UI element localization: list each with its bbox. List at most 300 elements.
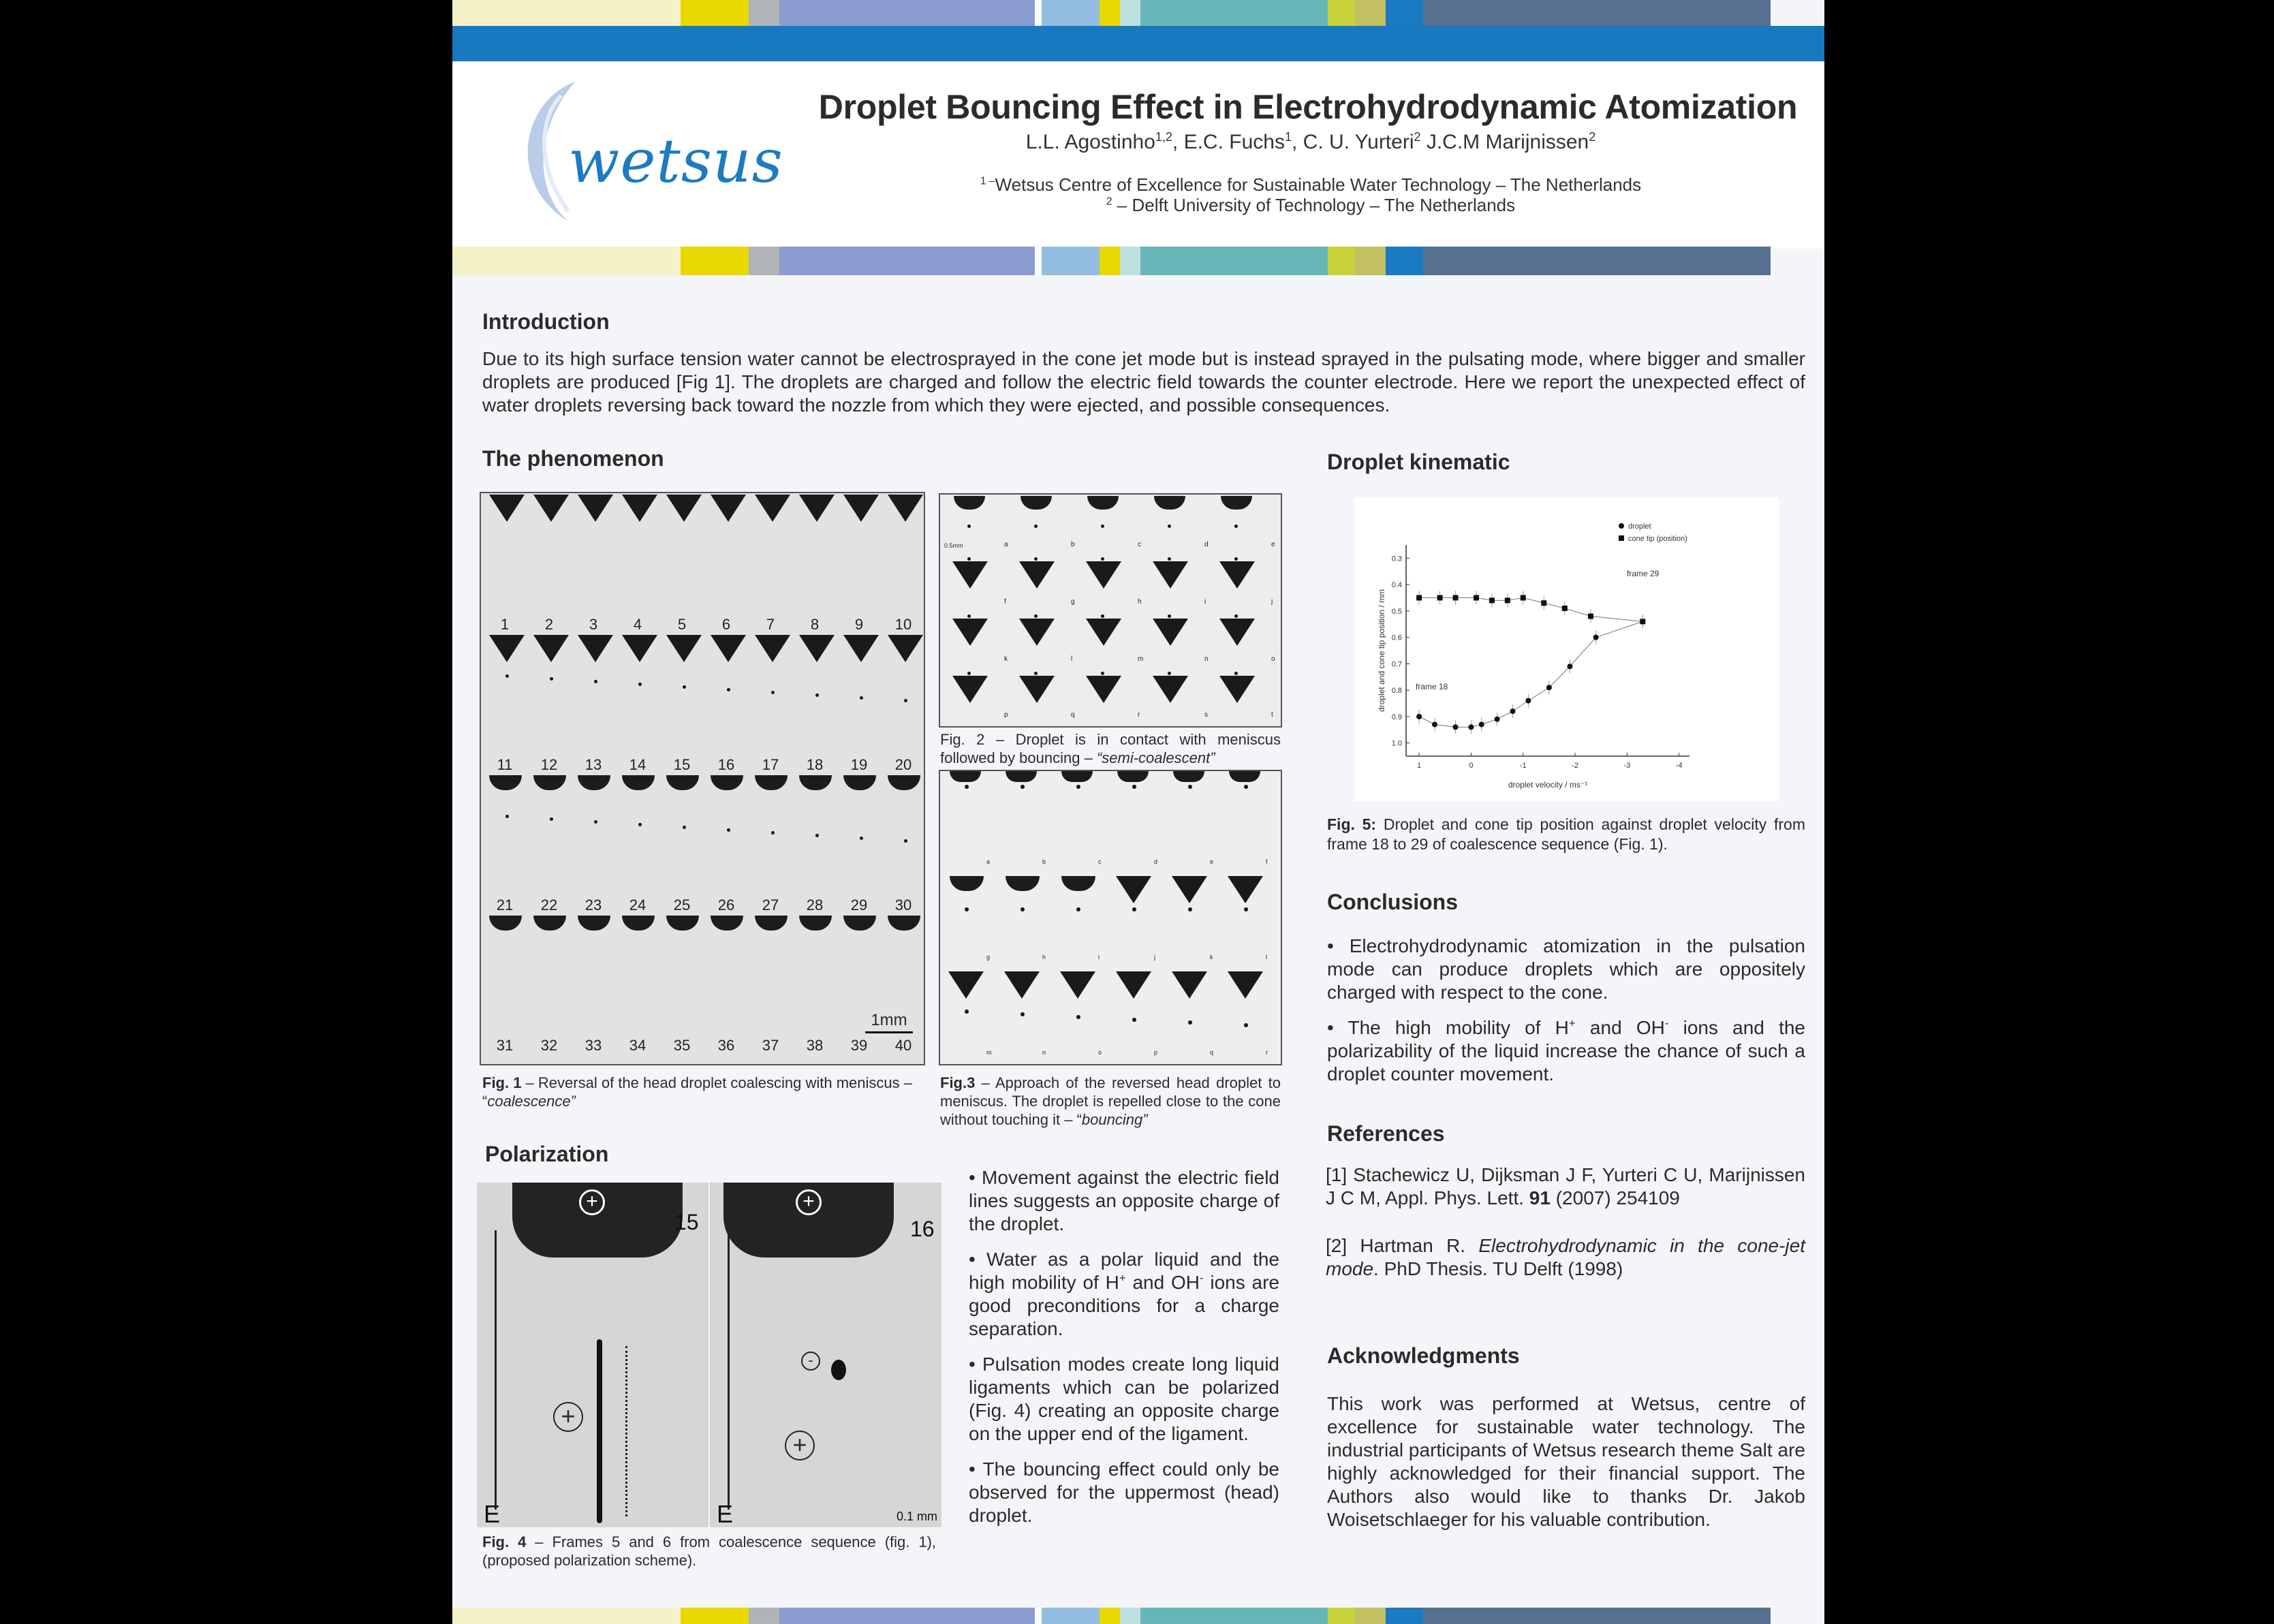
fig1-cone	[489, 635, 525, 662]
fig2-cone	[1019, 619, 1055, 646]
fig4-field-arrow	[495, 1230, 497, 1510]
stripe-segment	[1042, 1608, 1100, 1624]
fig1-cone	[711, 775, 743, 790]
fig1-cone	[622, 495, 657, 522]
stripe-segment	[1328, 1608, 1355, 1624]
bullet-item: • Water as a polar liquid and the high mobility of H+ and OH- ions are good preconditions for a charge separation.	[969, 1249, 1279, 1339]
fig1-droplet	[815, 834, 819, 837]
stripe-segment	[1120, 247, 1140, 275]
stripe-segment	[452, 0, 681, 26]
fig1-frame-number: 38	[806, 1037, 824, 1054]
stripe-segment	[1120, 1608, 1140, 1624]
fig3-cone	[1172, 876, 1207, 903]
fig1-cone	[711, 495, 746, 522]
legend-marker-cone-tip	[1619, 535, 1624, 541]
fig2-droplet	[1101, 614, 1104, 618]
fig3-droplet	[1132, 907, 1136, 911]
fig2-droplet	[1168, 614, 1171, 618]
stripe-segment	[1140, 0, 1328, 26]
header-blue-bar	[452, 26, 1824, 61]
fig1-droplet	[594, 680, 597, 683]
fig4-minus-circle: -	[801, 1352, 820, 1371]
bullet-item: • The high mobility of H+ and OH- ions and the polarizability of the liquid increase the chance of such a droplet counter movement.	[1327, 1016, 1806, 1084]
annotation-frame-18: frame 18	[1416, 682, 1448, 691]
fig3-droplet	[1021, 907, 1025, 911]
fig1-frame-number: 25	[673, 896, 691, 914]
fig1-droplet	[904, 699, 907, 702]
stripe-segment	[1100, 247, 1120, 275]
fig3-cone	[1004, 971, 1040, 999]
stripe-segment	[1355, 1608, 1386, 1624]
data-point-droplet	[1432, 722, 1437, 728]
fig1-cone	[578, 495, 613, 522]
fig1-frame-number: 14	[629, 756, 647, 773]
stripe-segment	[1140, 1608, 1328, 1624]
fig1-cone	[755, 916, 788, 931]
fig1-droplet	[505, 674, 509, 678]
fig2-cone	[952, 561, 988, 589]
fig3-frame-letter: c	[1098, 858, 1102, 865]
fig2-frame-letter: p	[1004, 711, 1008, 719]
bullet-item: • The bouncing effect could only be observed for the uppermost (head) droplet.	[969, 1458, 1279, 1526]
fig4-caption: Fig. 4 – Frames 5 and 6 from coalescence sequence (fig. 1), (proposed polarization scheme).	[482, 1533, 937, 1569]
fig3-cone	[1173, 771, 1204, 782]
y-tick-label: 1.0	[1391, 739, 1402, 748]
fig3-frame-letter: r	[1266, 1049, 1268, 1056]
fig1-cone	[711, 635, 746, 662]
fig1-frame-number: 15	[673, 756, 691, 773]
fig3-droplet	[1244, 907, 1248, 911]
fig4-electrode-label: E	[717, 1500, 734, 1527]
fig2-droplet	[1234, 525, 1238, 528]
stripe-segment	[1386, 247, 1423, 275]
fig2-scale-label: 0.5mm	[944, 542, 963, 549]
bullet-item: • Pulsation modes create long liquid ligaments which can be polarized (Fig. 4) creating an opposite charge on the upper end of the ligament.	[969, 1354, 1279, 1444]
conclusions-heading: Conclusions	[1327, 890, 1459, 914]
stripe-segment	[779, 0, 1035, 26]
fig2-cone	[1086, 676, 1121, 703]
data-point-droplet	[1546, 685, 1552, 690]
y-tick-label: 0.7	[1391, 660, 1402, 669]
data-point-cone-tip	[1562, 606, 1568, 611]
fig3-cone	[1172, 971, 1207, 999]
fig1-cone	[533, 635, 569, 662]
fig1-droplet	[594, 820, 597, 824]
fig1-frame-number: 4	[633, 616, 642, 633]
data-point-cone-tip	[1453, 595, 1459, 601]
fig1-frame-number: 5	[677, 616, 687, 633]
fig4-frame-label: 16	[910, 1217, 935, 1241]
fig2-droplet	[1168, 672, 1171, 675]
fig3-cone	[1116, 876, 1151, 903]
fig3-frame-letter: b	[1042, 858, 1046, 865]
fig2-frame-letter: q	[1071, 711, 1075, 719]
kinematic-heading: Droplet kinematic	[1327, 450, 1510, 474]
fig2-cone	[1219, 619, 1255, 646]
fig5-caption: Fig. 5: Droplet and cone tip position against droplet velocity from frame 18 to 29 of coalescence sequence (Fig. 1).	[1327, 815, 1805, 853]
fig3-droplet	[965, 1010, 969, 1014]
fig1-frame-number: 2	[544, 616, 554, 633]
fig2-droplet	[1101, 525, 1104, 528]
fig2-droplet	[1234, 557, 1238, 561]
fig2-droplet	[967, 557, 971, 561]
fig2-cone	[1019, 561, 1055, 589]
fig1-cone	[888, 495, 923, 522]
data-point-droplet	[1495, 717, 1500, 722]
fig3-frame-letter: q	[1210, 1049, 1214, 1056]
fig2-frame-letter: f	[1004, 598, 1006, 606]
fig3-droplet	[1244, 1023, 1248, 1027]
color-stripe-top	[452, 0, 1824, 26]
fig2-droplet	[1168, 525, 1171, 528]
y-tick-label: 0.4	[1391, 581, 1402, 590]
stripe-segment	[1328, 247, 1355, 275]
wetsus-logo-text: wetsus	[568, 126, 783, 196]
x-tick-label: 1	[1417, 762, 1422, 770]
fig2-droplet	[1101, 672, 1104, 675]
fig1-frame-number: 29	[850, 896, 868, 914]
fig1-cone	[578, 775, 610, 790]
data-point-droplet	[1468, 724, 1474, 730]
fig3-droplet	[1076, 785, 1080, 789]
data-point-cone-tip	[1437, 595, 1443, 601]
fig1-cone	[755, 635, 790, 662]
fig1-cone	[888, 635, 923, 662]
polarization-heading: Polarization	[485, 1142, 609, 1166]
annotation-frame-29: frame 29	[1627, 569, 1660, 578]
fig2-cone	[952, 619, 988, 646]
fig2-frame-letter: s	[1204, 711, 1208, 719]
fig5-chart-panel	[1354, 497, 1779, 801]
fig2-droplet	[1101, 557, 1104, 561]
fig1-droplet	[904, 839, 907, 843]
fig1-cone	[533, 775, 566, 790]
series-line-0	[1419, 621, 1642, 727]
fig2-frame-letter: b	[1071, 541, 1075, 548]
stripe-segment	[1423, 1608, 1771, 1624]
fig2-cone	[1221, 496, 1252, 510]
fig2-frame-letter: h	[1138, 598, 1142, 606]
stripe-segment	[1035, 1608, 1042, 1624]
x-tick-label: -2	[1572, 762, 1578, 770]
fig2-frame-letter: a	[1004, 541, 1008, 548]
fig3-droplet	[1188, 785, 1192, 789]
conclusions-bullets	[1327, 935, 1805, 1098]
fig1-frame-number: 24	[629, 896, 647, 914]
fig2-cone	[952, 676, 988, 703]
fig4-scale-label: 0.1 mm	[897, 1510, 938, 1523]
fig1-cone	[843, 916, 876, 931]
data-point-cone-tip	[1588, 614, 1593, 619]
fig3-frame-letter: d	[1154, 858, 1158, 865]
fig2-cone	[1086, 619, 1121, 646]
stripe-segment	[681, 247, 749, 275]
data-point-droplet	[1510, 708, 1515, 714]
fig1-frame-number: 17	[762, 756, 779, 773]
reference-item: [1] Stachewicz U, Dijksman J F, Yurteri C U, Marijnissen J C M, Appl. Phys. Lett. 91 (2007) 254109	[1326, 1164, 1805, 1208]
fig4-frame-label: 15	[674, 1210, 699, 1234]
legend-marker-droplet	[1619, 523, 1624, 529]
fig3-cone	[1228, 876, 1263, 903]
fig2-cone	[1019, 676, 1055, 703]
data-point-cone-tip	[1505, 597, 1510, 603]
affiliation-1: $^{1 -}$Wetsus Centre of Excellence for Sustainable Water Technology – The Netherlands	[980, 174, 1642, 195]
data-point-cone-tip	[1541, 600, 1546, 606]
fig1-cone	[843, 495, 879, 522]
fig1-droplet	[550, 677, 553, 681]
fig1-droplet	[683, 826, 686, 829]
stripe-segment	[749, 1608, 779, 1624]
fig3-droplet	[1132, 1018, 1136, 1022]
fig1-cone	[888, 916, 920, 931]
fig1-cone	[843, 635, 879, 662]
reference-item: [2] Hartman R. Electrohydrodynamic in the cone-jet mode. PhD Thesis. TU Delft (1998)	[1326, 1235, 1805, 1279]
introduction-heading: Introduction	[482, 309, 610, 334]
y-tick-label: 0.5	[1391, 607, 1402, 616]
fig1-frame-number: 21	[496, 896, 514, 914]
fig3-cone	[1061, 876, 1095, 891]
fig3-frame-letter: l	[1266, 954, 1267, 961]
fig3-frame-letter: h	[1042, 954, 1046, 961]
fig2-cone	[1087, 496, 1119, 510]
fig4-plus-circle: +	[579, 1189, 605, 1215]
poster-title: Droplet Bouncing Effect in Electrohydrodynamic Atomization	[818, 88, 1798, 126]
fig2-cone	[1219, 561, 1255, 589]
fig1-cone	[666, 495, 702, 522]
stripe-segment	[1100, 1608, 1120, 1624]
fig3-caption: Fig.3 – Approach of the reversed head droplet to meniscus. The droplet is repelled close to the cone without touching it – “bouncing”	[940, 1074, 1281, 1128]
fig2-caption: Fig. 2 – Droplet is in contact with meniscus followed by bouncing – “semi-coalescent”	[940, 731, 1281, 766]
fig3-droplet	[1188, 907, 1192, 911]
fig1-frame-number: 30	[894, 896, 912, 914]
fig1-frame-number: 32	[540, 1037, 558, 1054]
fig4-frame-16	[710, 1183, 941, 1527]
x-tick-label: 0	[1469, 762, 1474, 770]
fig4-plus-circle: +	[796, 1189, 822, 1215]
y-tick-label: 0.6	[1391, 634, 1402, 642]
stripe-segment	[1100, 0, 1120, 26]
fig3-cone	[948, 971, 984, 999]
fig4-electrode-label: E	[484, 1500, 501, 1527]
fig1-frame-number: 37	[762, 1037, 779, 1054]
bullet-item: • Electrohydrodynamic atomization in the pulsation mode can produce droplets which are oppositely charged with respect to the cone.	[1327, 935, 1805, 1003]
fig1-cone	[622, 635, 657, 662]
data-point-droplet	[1453, 724, 1459, 730]
data-point-cone-tip	[1416, 595, 1422, 601]
fig3-cone	[1229, 771, 1260, 782]
fig1-frame-number: 20	[894, 756, 912, 773]
fig3-cone	[1060, 971, 1095, 999]
data-point-cone-tip	[1489, 597, 1495, 603]
fig1-frame-number: 26	[717, 896, 735, 914]
fig3-frame-letter: n	[1042, 1049, 1046, 1056]
fig1-droplet	[727, 828, 730, 832]
fig2-cone	[1154, 496, 1185, 510]
fig3-frame-letter: i	[1098, 954, 1100, 961]
introduction-text: Due to its high surface tension water cannot be electrosprayed in the cone jet mode but is instead sprayed in the pulsating mode, where bigger and smaller droplets are produced [Fig 1]. The droplets are charged and follow the electric field towards the counter electrode. Here we report the unexpected effect of water droplets reversing back toward the nozzle from which they were ejected, and possible consequences.	[482, 348, 1805, 416]
acknowledgments-heading: Acknowledgments	[1327, 1343, 1520, 1368]
fig2-droplet	[967, 614, 971, 618]
fig1-cone	[533, 916, 566, 931]
stripe-segment	[1423, 247, 1771, 275]
fig2-frame-letter: o	[1271, 655, 1275, 663]
references-heading: References	[1327, 1121, 1445, 1146]
fig1-scale-bar: 1mm	[865, 1011, 913, 1033]
fig1-droplet	[550, 817, 553, 821]
bullet-item: • Movement against the electric field lines suggests an opposite charge of the droplet.	[969, 1167, 1279, 1234]
data-point-cone-tip	[1474, 595, 1479, 601]
fig1-cone	[666, 635, 702, 662]
fig1-frame-number: 31	[496, 1037, 514, 1054]
data-point-cone-tip	[1640, 619, 1645, 624]
fig1-frame-number: 23	[585, 896, 602, 914]
fig1-frame-number: 33	[585, 1037, 602, 1054]
series-line-1	[1419, 598, 1642, 622]
fig3-droplet	[965, 785, 969, 789]
fig3-frame-letter: m	[986, 1049, 992, 1056]
fig3-cone	[1117, 771, 1149, 782]
fig1-cone	[799, 916, 832, 931]
x-tick-label: -4	[1675, 762, 1683, 770]
data-point-droplet	[1525, 698, 1531, 704]
authors: L.L. Agostinho$^{1,2}$, E.C. Fuchs$^1$, C. U. Yurteri$^2$ J.C.M Marijnissen$^2$	[1025, 130, 1596, 153]
data-point-cone-tip	[1521, 595, 1526, 601]
fig2-cone	[954, 496, 985, 510]
data-point-droplet	[1593, 635, 1599, 640]
fig3-droplet	[1021, 1012, 1025, 1016]
fig2-droplet	[967, 525, 971, 528]
fig2-frame-letter: j	[1271, 598, 1273, 606]
fig1-droplet	[505, 815, 509, 818]
data-point-droplet	[1567, 663, 1572, 669]
fig3-frame-letter: a	[986, 858, 991, 865]
fig1-frame-number: 39	[850, 1037, 868, 1054]
fig3-frame-letter: f	[1266, 858, 1268, 865]
fig1-cone	[533, 495, 569, 522]
x-axis-label: droplet velocity / ms⁻¹	[1508, 780, 1588, 790]
fig2-frame-letter: e	[1271, 541, 1275, 548]
fig1-cone	[755, 495, 790, 522]
fig2-cone	[1153, 619, 1188, 646]
fig4-frame-15	[477, 1183, 708, 1527]
fig1-frame-number: 3	[589, 616, 598, 633]
stripe-segment	[1355, 247, 1386, 275]
fig2-frame-letter: k	[1004, 655, 1008, 663]
fig1-cone	[578, 916, 610, 931]
fig1-droplet	[815, 693, 819, 697]
fig1-frame-number: 22	[540, 896, 558, 914]
phenomenon-heading: The phenomenon	[482, 446, 664, 471]
fig2-cone	[1021, 496, 1052, 510]
fig1-droplet	[638, 683, 642, 686]
fig1-cone	[622, 916, 655, 931]
fig3-droplet	[1132, 785, 1136, 789]
fig1-cone	[666, 775, 699, 790]
fig3-droplet	[1188, 1020, 1192, 1025]
stripe-segment	[1120, 0, 1140, 26]
fig2-cone	[1086, 561, 1121, 589]
fig3-cone	[1116, 971, 1151, 999]
fig3-cone	[1006, 771, 1037, 782]
fig3-cone	[1228, 971, 1263, 999]
fig2-frame-letter: t	[1271, 711, 1273, 719]
stripe-segment	[452, 247, 681, 275]
fig1-cone	[489, 916, 522, 931]
fig1-frame-number: 7	[766, 616, 775, 633]
fig3-cone	[950, 771, 981, 782]
fig1-droplet	[860, 696, 863, 700]
stripe-segment	[1035, 0, 1042, 26]
fig2-droplet	[1034, 614, 1038, 618]
fig1-cone	[799, 635, 835, 662]
stripe-segment	[779, 1608, 1035, 1624]
fig3-droplet	[1076, 1015, 1080, 1019]
fig1-cone	[578, 635, 613, 662]
fig1-caption: Fig. 1 – Reversal of the head droplet coalescing with meniscus – “coalescence”	[482, 1074, 912, 1110]
fig2-frame-letter: m	[1138, 655, 1144, 663]
fig2-cone	[1219, 676, 1255, 703]
stripe-segment	[452, 1608, 681, 1624]
fig1-frame-number: 11	[497, 756, 513, 773]
fig2-image-sequence	[939, 493, 1282, 728]
fig2-droplet	[1034, 525, 1038, 528]
y-axis-label: droplet and cone tip position / mm	[1377, 589, 1386, 713]
fig3-droplet	[965, 907, 969, 911]
fig1-cone	[843, 775, 876, 790]
stripe-segment	[1035, 247, 1042, 275]
fig1-cone	[489, 775, 522, 790]
fig3-frame-letter: e	[1210, 858, 1214, 865]
fig1-frame-number: 28	[806, 896, 824, 914]
legend-label-cone-tip: cone tip (position)	[1628, 535, 1687, 543]
fig2-droplet	[1168, 557, 1171, 561]
fig1-frame-number: 16	[717, 756, 735, 773]
fig3-frame-letter: j	[1154, 954, 1155, 961]
stripe-segment	[779, 247, 1035, 275]
fig1-cone	[799, 495, 835, 522]
stripe-segment	[1140, 247, 1328, 275]
stripe-segment	[749, 0, 779, 26]
y-tick-label: 0.8	[1391, 687, 1402, 696]
fig2-frame-letter: g	[1071, 598, 1075, 606]
stripe-segment	[1386, 0, 1423, 26]
stripe-segment	[749, 247, 779, 275]
fig1-frame-number: 40	[894, 1037, 912, 1054]
polarization-bullets	[969, 1166, 1279, 1540]
fig3-droplet	[1021, 785, 1025, 789]
stripe-segment	[1328, 0, 1355, 26]
fig1-droplet	[771, 691, 775, 694]
fig1-frame-number: 34	[629, 1037, 647, 1054]
fig2-frame-letter: r	[1138, 711, 1140, 719]
fig3-frame-letter: p	[1154, 1049, 1158, 1056]
fig3-frame-letter: o	[1098, 1049, 1102, 1056]
fig4-field-arrow	[728, 1230, 730, 1510]
fig1-image-sequence	[480, 492, 925, 1065]
fig1-cone	[622, 775, 655, 790]
fig1-droplet	[860, 837, 863, 840]
fig2-frame-letter: n	[1204, 655, 1209, 663]
acknowledgments-text: This work was performed at Wetsus, centre of excellence for sustainable water technology. The industrial participants of Wetsus research theme Salt are highly acknowledged for their financial support. The Authors also would like to thanks Dr. Jakob Woisetschlaeger for his valuable contribution.	[1327, 1393, 1805, 1530]
fig1-frame-number: 8	[810, 616, 820, 633]
fig1-cone	[489, 495, 525, 522]
fig2-droplet	[1234, 672, 1238, 675]
fig1-cone	[799, 775, 832, 790]
stripe-segment	[1042, 247, 1100, 275]
fig3-cone	[950, 876, 984, 891]
y-tick-label: 0.3	[1391, 555, 1402, 563]
stripe-segment	[681, 0, 749, 26]
